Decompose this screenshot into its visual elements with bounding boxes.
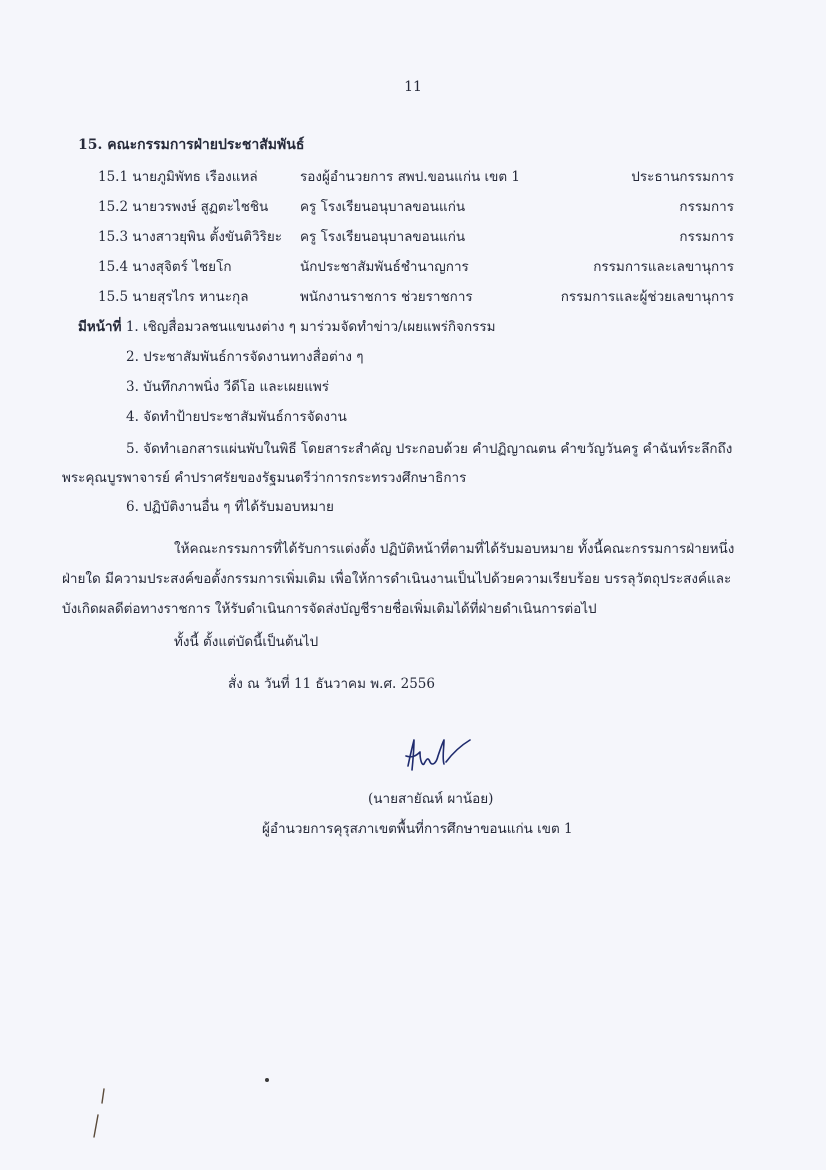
page-number: 11 — [404, 79, 422, 95]
signer-title: ผู้อำนวยการคุรุสภาเขตพื้นที่การศึกษาขอนแก่น เขต 1 — [262, 821, 573, 837]
duty-text: 1. เชิญสื่อมวลชนแขนงต่าง ๆ มาร่วมจัดทำข่าว/เผยแพร่กิจกรรม — [125, 319, 496, 335]
member-name: 15.2 นายวรพงษ์ สูฏตะไชชิน — [98, 199, 269, 215]
member-name: 15.1 นายภูมิพัทธ เรืองแหล่ — [98, 169, 258, 185]
member-position: ครู โรงเรียนอนุบาลขอนแก่น — [300, 229, 466, 245]
member-row — [0, 168, 826, 190]
member-position: ครู โรงเรียนอนุบาลขอนแก่น — [300, 199, 466, 215]
signature-image — [402, 726, 482, 778]
member-name: 15.3 นางสาวยุพิน ตั้งขันติวิริยะ — [98, 229, 283, 245]
member-position: พนักงานราชการ ช่วยราชการ — [300, 289, 473, 305]
duty-item: 2. ประชาสัมพันธ์การจัดงานทางสื่อต่าง ๆ — [126, 349, 364, 365]
duty-item — [78, 318, 496, 336]
pen-mark — [88, 1085, 112, 1145]
member-row — [0, 198, 826, 220]
duty-item: 4. จัดทำป้ายประชาสัมพันธ์การจัดงาน — [126, 409, 347, 425]
member-role: กรรมการ — [679, 199, 734, 215]
member-position: รองผู้อำนวยการ สพป.ขอนแก่น เขต 1 — [300, 169, 521, 185]
member-row — [0, 288, 826, 310]
member-role: กรรมการ — [679, 229, 734, 245]
member-row — [0, 258, 826, 280]
duty-item: 3. บันทึกภาพนิ่ง วีดีโอ และเผยแพร่ — [126, 379, 330, 395]
member-role: กรรมการและผู้ช่วยเลขานุการ — [560, 289, 734, 305]
scan-dot — [265, 1078, 269, 1082]
paragraph-line: ให้คณะกรรมการที่ได้รับการแต่งตั้ง ปฏิบัติหน้าที่ตามที่ได้รับมอบหมาย ทั้งนี้คณะกรรมการฝ่ายหนึ่ง — [174, 541, 735, 557]
duty-item-continued: พระคุณบูรพาจารย์ คำปราศรัยของรัฐมนตรีว่าการกระทรวงศึกษาธิการ — [62, 470, 467, 486]
section-title: 15. คณะกรรมการฝ่ายประชาสัมพันธ์ — [78, 137, 305, 153]
paragraph-line: ฝ่ายใด มีความประสงค์ขอตั้งกรรมการเพิ่มเติม เพื่อให้การดำเนินงานเป็นไปด้วยความเรียบร้อย บรรลุวัตถุประสงค์และ — [62, 571, 732, 587]
order-date: สั่ง ณ วันที่ 11 ธันวาคม พ.ศ. 2556 — [228, 676, 435, 692]
paragraph-line: บังเกิดผลดีต่อทางราชการ ให้รับดำเนินการจัดส่งบัญชีรายชื่อเพิ่มเติมได้ที่ฝ่ายดำเนินการต่อไป — [62, 601, 597, 617]
effective-line: ทั้งนี้ ตั้งแต่บัดนี้เป็นต้นไป — [174, 634, 319, 650]
member-name: 15.5 นายสุรไกร หานะกุล — [98, 289, 249, 305]
member-position: นักประชาสัมพันธ์ชำนาญการ — [300, 259, 469, 275]
member-row — [0, 228, 826, 250]
duties-label: มีหน้าที่ — [78, 319, 122, 335]
duty-item: 6. ปฏิบัติงานอื่น ๆ ที่ได้รับมอบหมาย — [126, 499, 334, 515]
member-role: ประธานกรรมการ — [631, 169, 734, 185]
signer-name: (นายสายัณห์ ผาน้อย) — [368, 791, 494, 807]
duty-item: 5. จัดทำเอกสารแผ่นพับในพิธี โดยสาระสำคัญ ประกอบด้วย คำปฏิญาณตน คำขวัญวันครู คำฉันท์ระลึกถึง — [126, 441, 733, 457]
member-role: กรรมการและเลขานุการ — [593, 259, 734, 275]
member-name: 15.4 นางสุจิตร์ ไชยโก — [98, 259, 232, 275]
